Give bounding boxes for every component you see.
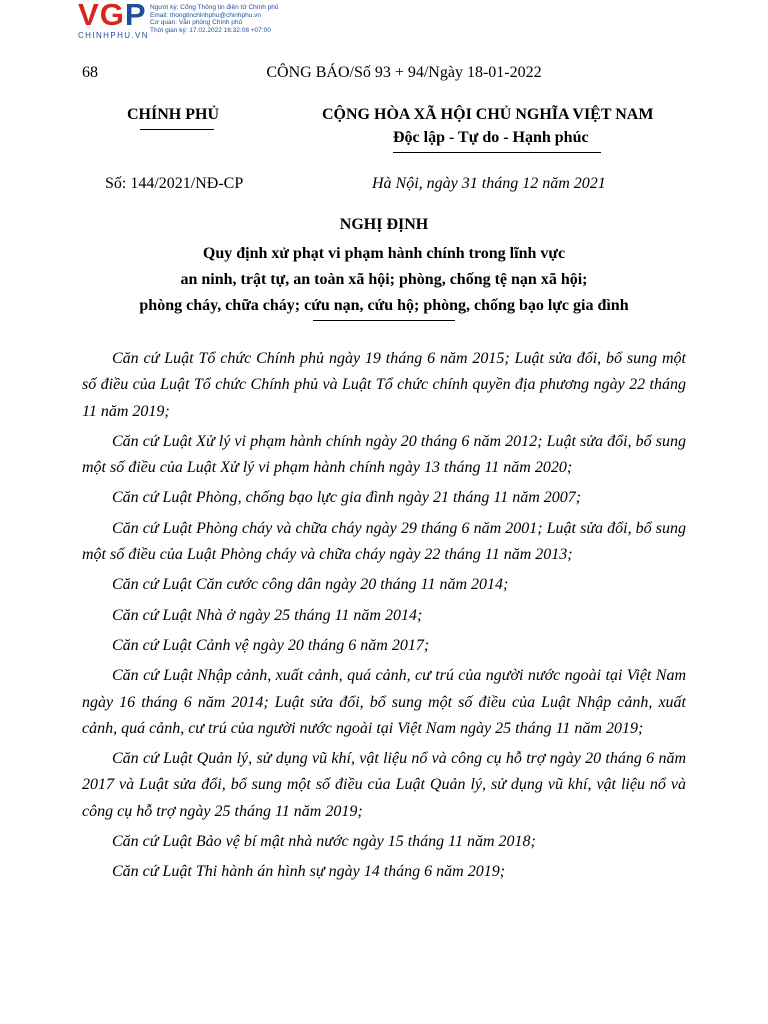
signature-signer: Người ký: Cổng Thông tin điện tử Chính phủ: [150, 4, 279, 11]
summary-line-1: Quy định xử phạt vi phạm hành chính trong lĩnh vực: [202, 245, 566, 262]
summary-underline: [313, 320, 455, 321]
signature-email: Email: thongtinchinhphu@chinhphu.vn: [150, 11, 262, 19]
logo-letter-g: G: [99, 0, 125, 32]
summary-line-2: an ninh, trật tự, an toàn xã hội; phòng, chống tệ nạn xã hội;: [180, 271, 588, 288]
preamble-paragraph: Căn cứ Luật Nhập cảnh, xuất cảnh, quá cảnh, cư trú của người nước ngoài tại Việt Nam ngày 16 tháng 6 năm 2014; Luật sửa đổi, bổ sung một số điều của Luật Nhập cảnh, xuất cảnh, quá cảnh, cư trú của người nước ngoài tại Việt Nam ngày 25 tháng 11 năm 2019;: [82, 667, 686, 737]
republic-name: CỘNG HÒA XÃ HỘI CHỦ NGHĨA VIỆT NAM: [322, 106, 654, 123]
place-date: Hà Nội, ngày 31 tháng 12 năm 2021: [372, 175, 606, 192]
document-summary: [0, 241, 768, 319]
preamble-paragraph: Căn cứ Luật Quản lý, sử dụng vũ khí, vật liệu nổ và công cụ hỗ trợ ngày 20 tháng 6 năm 2017 và Luật sửa đổi, bổ sung một số điều của Luật Quản lý, sử dụng vũ khí, vật liệu nổ và công cụ hỗ trợ ngày 25 tháng 11 năm 2019;: [82, 750, 686, 820]
document-type: NGHỊ ĐỊNH: [339, 216, 429, 233]
preamble-paragraph: Căn cứ Luật Phòng cháy và chữa cháy ngày 29 tháng 6 năm 2001; Luật sửa đổi, bổ sung một số điều của Luật Phòng cháy và chữa cháy ngày 22 tháng 11 năm 2013;: [82, 519, 686, 564]
document-number: Số: 144/2021/NĐ-CP: [105, 175, 244, 192]
issuing-agency: CHÍNH PHỦ: [127, 106, 219, 123]
signature-time: Thời gian ký: 17.02.2022 16:32:08 +07:00: [150, 26, 271, 34]
preamble-paragraph: Căn cứ Luật Xử lý vi phạm hành chính ngày 20 tháng 6 năm 2012; Luật sửa đổi, bổ sung một số điều của Luật Xử lý vi phạm hành chính ngày 13 tháng 11 năm 2020;: [82, 432, 686, 477]
motto-underline: [393, 152, 601, 153]
preamble: [82, 346, 686, 890]
summary-line-3: phòng cháy, chữa cháy; cứu nạn, cứu hộ; phòng, chống bạo lực gia đình: [139, 297, 629, 314]
national-motto: Độc lập - Tự do - Hạnh phúc: [393, 129, 589, 146]
preamble-paragraph: Căn cứ Luật Căn cước công dân ngày 20 tháng 11 năm 2014;: [112, 576, 509, 594]
gazette-header: CÔNG BÁO/Số 93 + 94/Ngày 18-01-2022: [266, 64, 542, 81]
page-number: 68: [82, 64, 98, 81]
preamble-paragraph: Căn cứ Luật Thi hành án hình sự ngày 14 tháng 6 năm 2019;: [112, 863, 506, 881]
agency-underline: [140, 129, 214, 130]
preamble-paragraph: Căn cứ Luật Cảnh vệ ngày 20 tháng 6 năm 2017;: [112, 636, 430, 654]
signature-agency: Cơ quan: Văn phòng Chính phủ: [150, 19, 243, 26]
vgp-logo-letters: [78, 0, 147, 34]
logo-subtitle: CHINHPHU.VN: [78, 31, 149, 40]
preamble-paragraph: Căn cứ Luật Nhà ở ngày 25 tháng 11 năm 2014;: [112, 606, 423, 624]
preamble-paragraph: Căn cứ Luật Bảo vệ bí mật nhà nước ngày 15 tháng 11 năm 2018;: [112, 833, 536, 851]
logo-letter-p: P: [124, 0, 147, 32]
preamble-paragraph: Căn cứ Luật Phòng, chống bạo lực gia đình ngày 21 tháng 11 năm 2007;: [112, 489, 582, 507]
digital-signature-info: [150, 4, 278, 34]
logo-letter-v: V: [78, 0, 100, 32]
preamble-paragraph: Căn cứ Luật Tổ chức Chính phủ ngày 19 tháng 6 năm 2015; Luật sửa đổi, bổ sung một số điều của Luật Tổ chức Chính phủ và Luật Tổ chức chính quyền địa phương ngày 22 tháng 11 năm 2019;: [82, 350, 686, 420]
